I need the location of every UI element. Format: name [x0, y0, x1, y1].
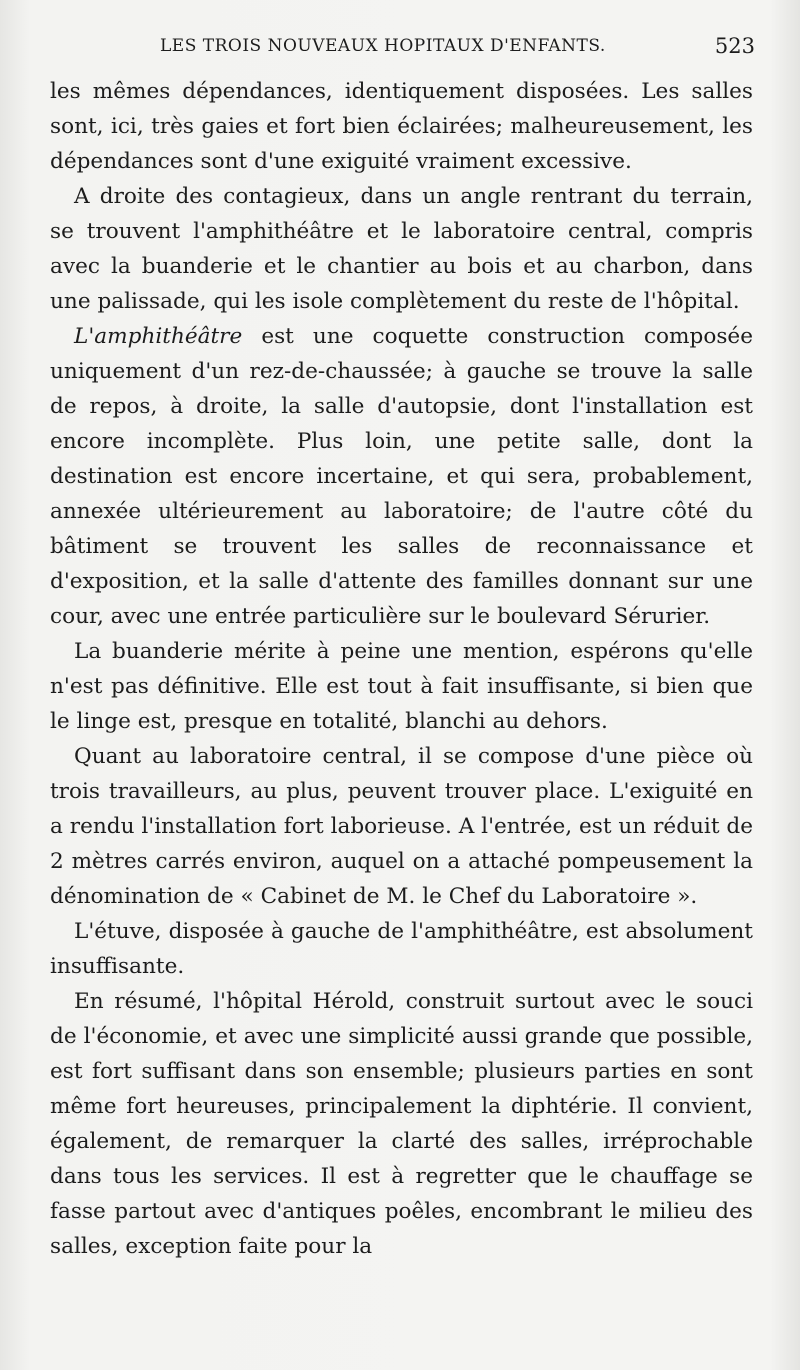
paragraph-amphitheatre-location: A droite des contagieux, dans un angle rentrant du terrain, se trouvent l'amphithéâtre et le laboratoire central, compris avec la buanderie et le chantier au bois et au charbon, dans une palissade, qui les isole complètement du reste de l'hôpital. — [50, 184, 753, 314]
paragraph-amphitheatre-description — [50, 319, 753, 634]
paragraph-etuve: L'étuve, disposée à gauche de l'amphithéâtre, est absolument insuffisante. — [50, 919, 753, 979]
running-title: LES TROIS NOUVEAUX HOPITAUX D'ENFANTS. — [160, 36, 606, 56]
paragraph-buanderie: La buanderie mérite à peine une mention, espérons qu'elle n'est pas définitive. Elle est tout à fait insuffisante, si bien que le linge est, presque en totalité, blanchi au dehors. — [50, 639, 753, 734]
paragraph-continuation: les mêmes dépendances, identiquement disposées. Les salles sont, ici, très gaies et fort bien éclairées; malheureusement, les dépendances sont d'une exiguité vraiment excessive. — [50, 79, 753, 174]
paragraph-resume: En résumé, l'hôpital Hérold, construit surtout avec le souci de l'économie, et avec une simplicité aussi grande que possible, est fort suffisant dans son ensemble; plusieurs parties en sont même fort heureuses, principalement la diphtérie. Il convient, également, de remarquer la clarté des salles, irréprochable dans tous les services. Il est à regretter que le chauffage se fasse partout avec d'antiques poêles, encombrant le milieu des salles, exception faite pour la — [50, 989, 753, 1259]
page-number: 523 — [714, 34, 755, 58]
emphasis-amphitheatre: L'amphithéâtre — [74, 324, 243, 349]
paragraph-amphitheatre-text: est une coquette construction composée uniquement d'un rez-de-chaussée; à gauche se trouve la salle de repos, à droite, la salle d'autopsie, dont l'installation est encore incomplète. Plus loin, une petite salle, dont la destination est encore incertaine, et qui sera, probablement, annexée ultérieurement au laboratoire; de l'autre côté du bâtiment se trouvent les salles de reconnaissance et d'exposition, et la salle d'attente des familles donnant sur une cour, avec une entrée particulière sur le boulevard Sérurier. — [50, 324, 753, 629]
page-header — [0, 36, 800, 72]
body-text — [50, 74, 753, 1264]
paragraph-laboratoire: Quant au laboratoire central, il se compose d'une pièce où trois travailleurs, au plus, peuvent trouver place. L'exiguité en a rendu l'installation fort laborieuse. A l'entrée, est un réduit de 2 mètres carrés environ, auquel on a attaché pompeusement la dénomination de « Cabinet de M. le Chef du Laboratoire ». — [50, 744, 753, 909]
